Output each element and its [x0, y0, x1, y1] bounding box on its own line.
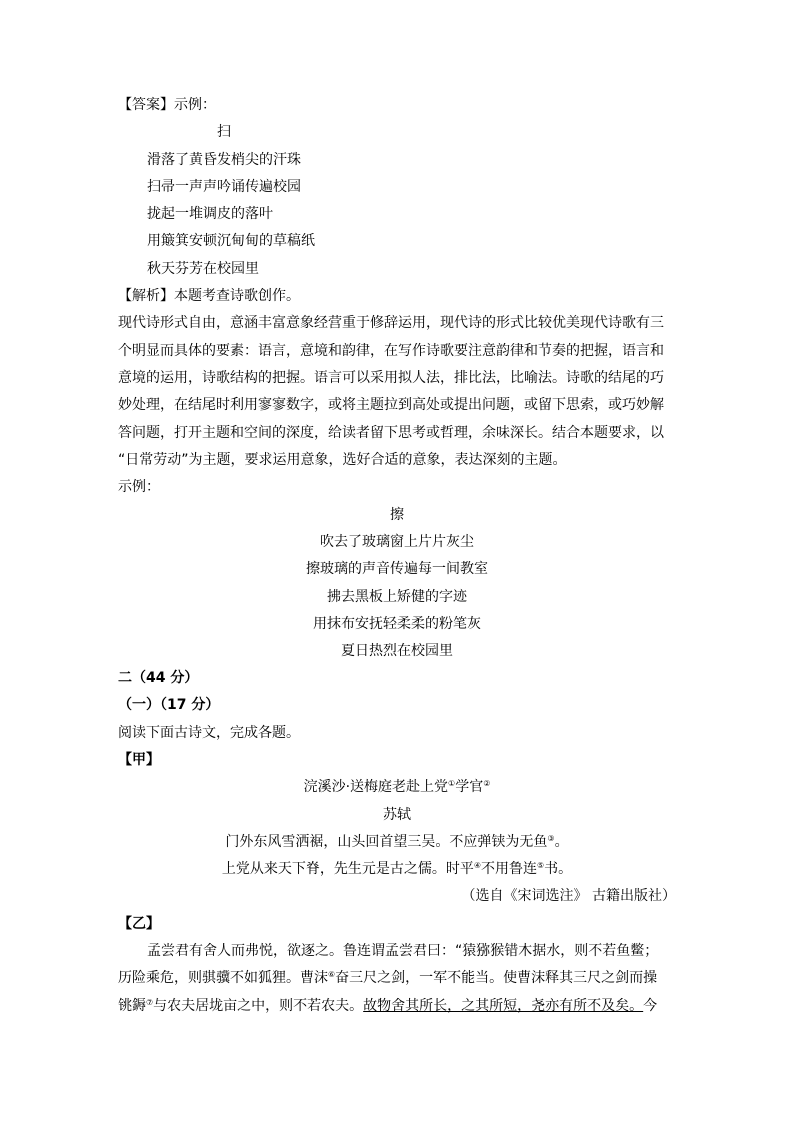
- subsection-header: （一）（17 分）: [118, 697, 220, 713]
- analysis-line: 个明显而具体的要素：语言，意境和韵律，在写作诗歌要注意韵律和节奏的把握，语言和: [118, 343, 664, 359]
- analysis-line: 意境的运用，诗歌结构的把握。语言可以采用拟人法，排比法，比喻法。诗歌的结尾的巧: [118, 370, 664, 386]
- poem2-line: 用抹布安抚轻柔柔的粉笔灰: [313, 616, 481, 632]
- poem1-title: 扫: [217, 124, 231, 140]
- prose-line: 孟尝君有舍人而弗悦，欲逐之。鲁连谓孟尝君曰：“猿猕猴错木据水，则不若鱼鳖；: [147, 943, 659, 959]
- analysis-header: 【解析】本题考查诗歌创作。: [118, 288, 300, 304]
- poem2-line: 拂去黑板上矫健的字迹: [327, 589, 467, 605]
- prose-line: 历险乘危，则骐骥不如狐狸。曹沫⑥奋三尺之剑，一军不能当。使曹沫释其三尺之剑而操: [118, 970, 658, 986]
- note-marker: ⑤: [537, 861, 545, 870]
- answer-header: 【答案】示例：: [118, 97, 216, 113]
- poem-line: 上党从来天下脊，先生元是古之儒。时平④不用鲁连⑤书。: [221, 861, 573, 877]
- poem1-line: 扫帚一声声吟诵传遍校园: [147, 179, 301, 195]
- example-label: 示例：: [118, 479, 160, 495]
- note-marker: ①: [448, 779, 456, 788]
- underlined-sentence: 故物舍其所长，之其所短，尧亦有所不及矣。: [363, 998, 644, 1014]
- note-marker: ⑥: [328, 970, 336, 979]
- poem-title: 浣溪沙·送梅庭老赴上党①学官②: [303, 779, 491, 795]
- note-marker: ②: [483, 779, 491, 788]
- poem2-title: 擦: [390, 507, 404, 523]
- analysis-line: 现代诗形式自由，意涵丰富意象经营重于修辞运用，现代诗的形式比较优美现代诗歌有三: [118, 315, 664, 331]
- instruction: 阅读下面古诗文，完成各题。: [118, 725, 300, 741]
- poem1-line: 滑落了黄昏发梢尖的汗珠: [147, 152, 301, 168]
- poem1-line: 用簸箕安顿沉甸甸的草稿纸: [147, 233, 315, 249]
- analysis-line: “日常劳动”为主题，要求运用意象，选好合适的意象，表达深刻的主题。: [118, 452, 567, 468]
- poem1-line: 秋天芬芳在校园里: [147, 261, 259, 277]
- poem-line: 门外东风雪洒裾，山头回首望三吴。不应弹铗为无鱼③。: [225, 834, 569, 850]
- poem1-line: 拢起一堆调皮的落叶: [147, 206, 273, 222]
- poem2-line: 吹去了玻璃窗上片片灰尘: [320, 534, 474, 550]
- analysis-line: 答问题，打开主题和空间的深度，给读者留下思考或哲理，余味深长。结合本题要求，以: [118, 425, 664, 441]
- note-marker: ④: [473, 861, 481, 870]
- poem-source: （选自《宋词选注》 古籍出版社）: [461, 888, 676, 904]
- section-header: 二（44 分）: [118, 670, 199, 686]
- analysis-line: 妙处理，在结尾时利用寥寥数字，或将主题拉到高处或提出问题，或留下思索，或巧妙解: [118, 397, 664, 413]
- prose-line: 铫鎒⑦与农夫居垅亩之中，则不若农夫。故物舍其所长，之其所短，尧亦有所不及矣。今: [118, 998, 658, 1014]
- note-marker: ⑦: [146, 998, 154, 1007]
- poem2-line: 擦玻璃的声音传遍每一间教室: [306, 561, 488, 577]
- poem2-line: 夏日热烈在校园里: [341, 643, 453, 659]
- yi-label: 【乙】: [118, 916, 160, 932]
- note-marker: ③: [547, 834, 555, 843]
- jia-label: 【甲】: [118, 752, 160, 768]
- poem-author: 苏轼: [383, 807, 411, 823]
